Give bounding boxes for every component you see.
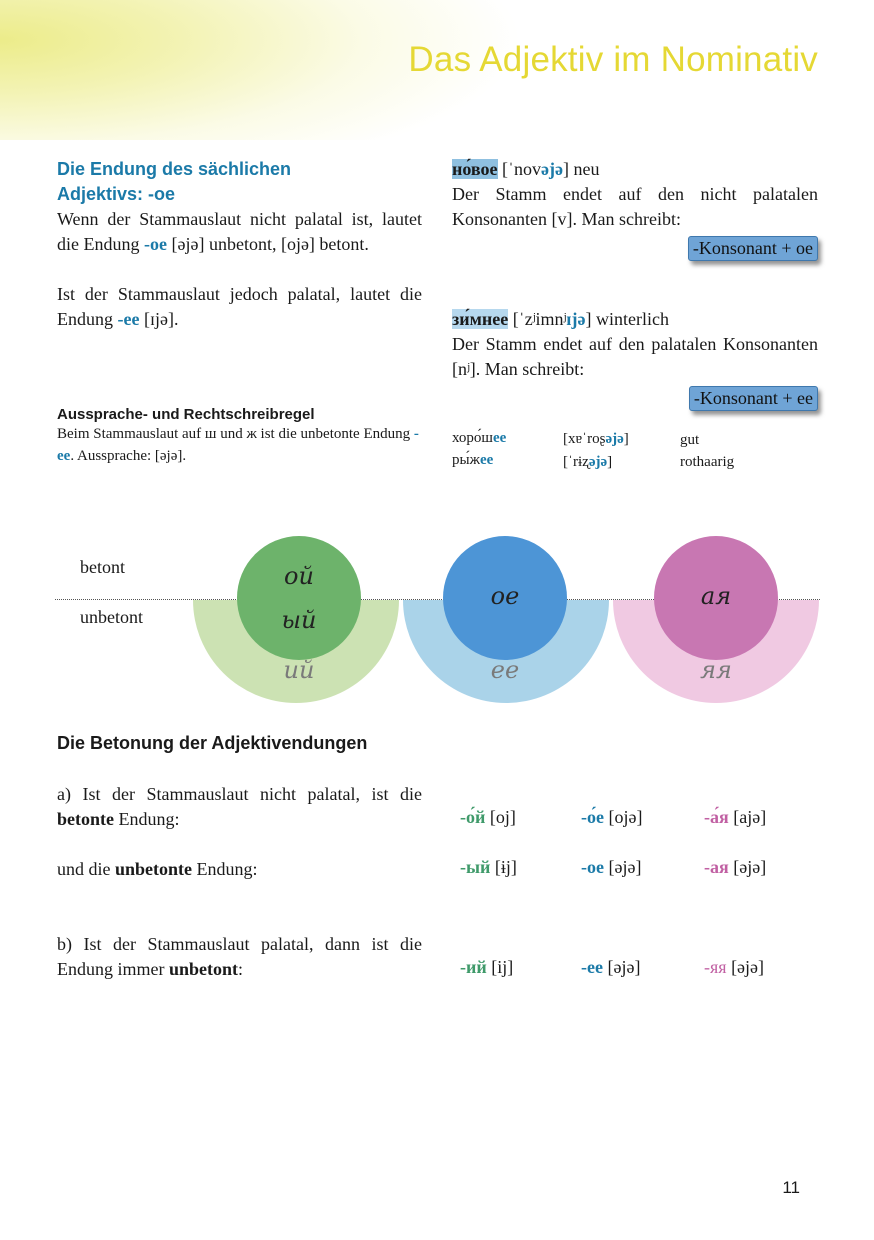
ending-ee: -ee bbox=[117, 309, 140, 329]
stress-section-heading: Die Betonung der Adjektivendungen bbox=[57, 733, 368, 753]
u-ending-aya: -ая [əjə] bbox=[704, 857, 767, 877]
paragraph-palatal: Ist der Stammauslaut jedoch palatal, lautet die Endung -ee [ɪjə]. bbox=[57, 284, 422, 329]
word-zimnee: зи́мнее bbox=[452, 309, 509, 329]
ending-ee-diagram: ее bbox=[490, 656, 520, 684]
rule-box bbox=[57, 406, 422, 467]
ending-oj: ой bbox=[284, 562, 314, 590]
label-unstressed: unbetont bbox=[80, 607, 143, 627]
rule-example-2-ipa: [ˈrɨʐəjə] bbox=[563, 454, 613, 470]
example-novoe-line: но́вое [ˈnovəjə] neu bbox=[452, 159, 600, 179]
b-ending-yaya: -яя [əjə] bbox=[704, 957, 765, 977]
ending-ij: ий bbox=[283, 656, 315, 684]
page-title: Das Adjektiv im Nominativ bbox=[408, 40, 818, 79]
ending-oe: -oe bbox=[144, 234, 167, 254]
example-novoe bbox=[452, 157, 818, 261]
consonant-oe-badge: -Konsonant + oe bbox=[688, 236, 818, 261]
example-zimnee-line: зи́мнее [ˈzʲimnʲɪjə] winterlich bbox=[452, 309, 669, 329]
ending-oe-diagram: ое bbox=[490, 582, 520, 610]
section-heading-line2: Adjektivs: -oe bbox=[57, 184, 176, 204]
b-ending-ij: -ий [ij] bbox=[460, 957, 514, 977]
u-ending-yj: -ый [ɨj] bbox=[460, 857, 517, 877]
section-heading-line1: Die Endung des sächlichen bbox=[57, 159, 292, 179]
page-number: 11 bbox=[782, 1178, 800, 1197]
ending-aya-diagram: ая bbox=[700, 582, 732, 610]
label-stressed: betont bbox=[80, 557, 125, 577]
rule-example-2-word: ры́жее bbox=[452, 452, 494, 468]
rule-heading: Aussprache- und Rechtschreibregel bbox=[57, 406, 315, 423]
rule-example-1-word: хоро́шее bbox=[452, 430, 507, 446]
rule-text: Beim Stammauslaut auf ш und ж ist die unbetonte Endung -ee. Aussprache: [əjə]. bbox=[57, 426, 419, 464]
rule-example-2-meaning: rothaarig bbox=[680, 454, 735, 470]
word-novoe: но́вое bbox=[452, 159, 498, 179]
rule-example-1-meaning: gut bbox=[680, 432, 700, 448]
rule-unstressed-text: und die unbetonte Endung: bbox=[57, 859, 258, 879]
ending-yaya-diagram: яя bbox=[700, 656, 732, 684]
green-circle bbox=[237, 536, 361, 660]
example-zimnee bbox=[452, 307, 818, 411]
rule-a-text: a) Ist der Stammauslaut nicht palatal, ist die betonte Endung: bbox=[57, 784, 422, 829]
rule-example-1-ipa: [xɐˈroʂəjə] bbox=[563, 431, 629, 447]
example-novoe-desc: Der Stamm endet auf den nicht palatalen Konsonanten [v]. Man schreibt: bbox=[452, 184, 818, 229]
u-ending-oe: -ое [əjə] bbox=[581, 857, 642, 877]
example-zimnee-desc: Der Stamm endet auf den palatalen Konsonanten [nʲ]. Man schreibt: bbox=[452, 334, 818, 379]
b-ending-ee: -ее [əjə] bbox=[581, 957, 641, 977]
rule-b-text: b) Ist der Stammauslaut palatal, dann ist die Endung immer unbetont: bbox=[57, 934, 422, 979]
a-ending-oj: -о́й [oj] bbox=[460, 807, 516, 827]
left-section bbox=[57, 157, 422, 332]
ending-yj: ый bbox=[281, 606, 317, 634]
paragraph-non-palatal: Wenn der Stammauslaut nicht palatal ist, lautet die Endung -oe [əjə] unbetont, [ojə] betont. bbox=[57, 209, 422, 254]
consonant-ee-badge: -Konsonant + ee bbox=[689, 386, 818, 411]
a-ending-aya: -а́я [ajə] bbox=[704, 807, 767, 827]
a-ending-oe: -о́е [ojə] bbox=[581, 807, 643, 827]
